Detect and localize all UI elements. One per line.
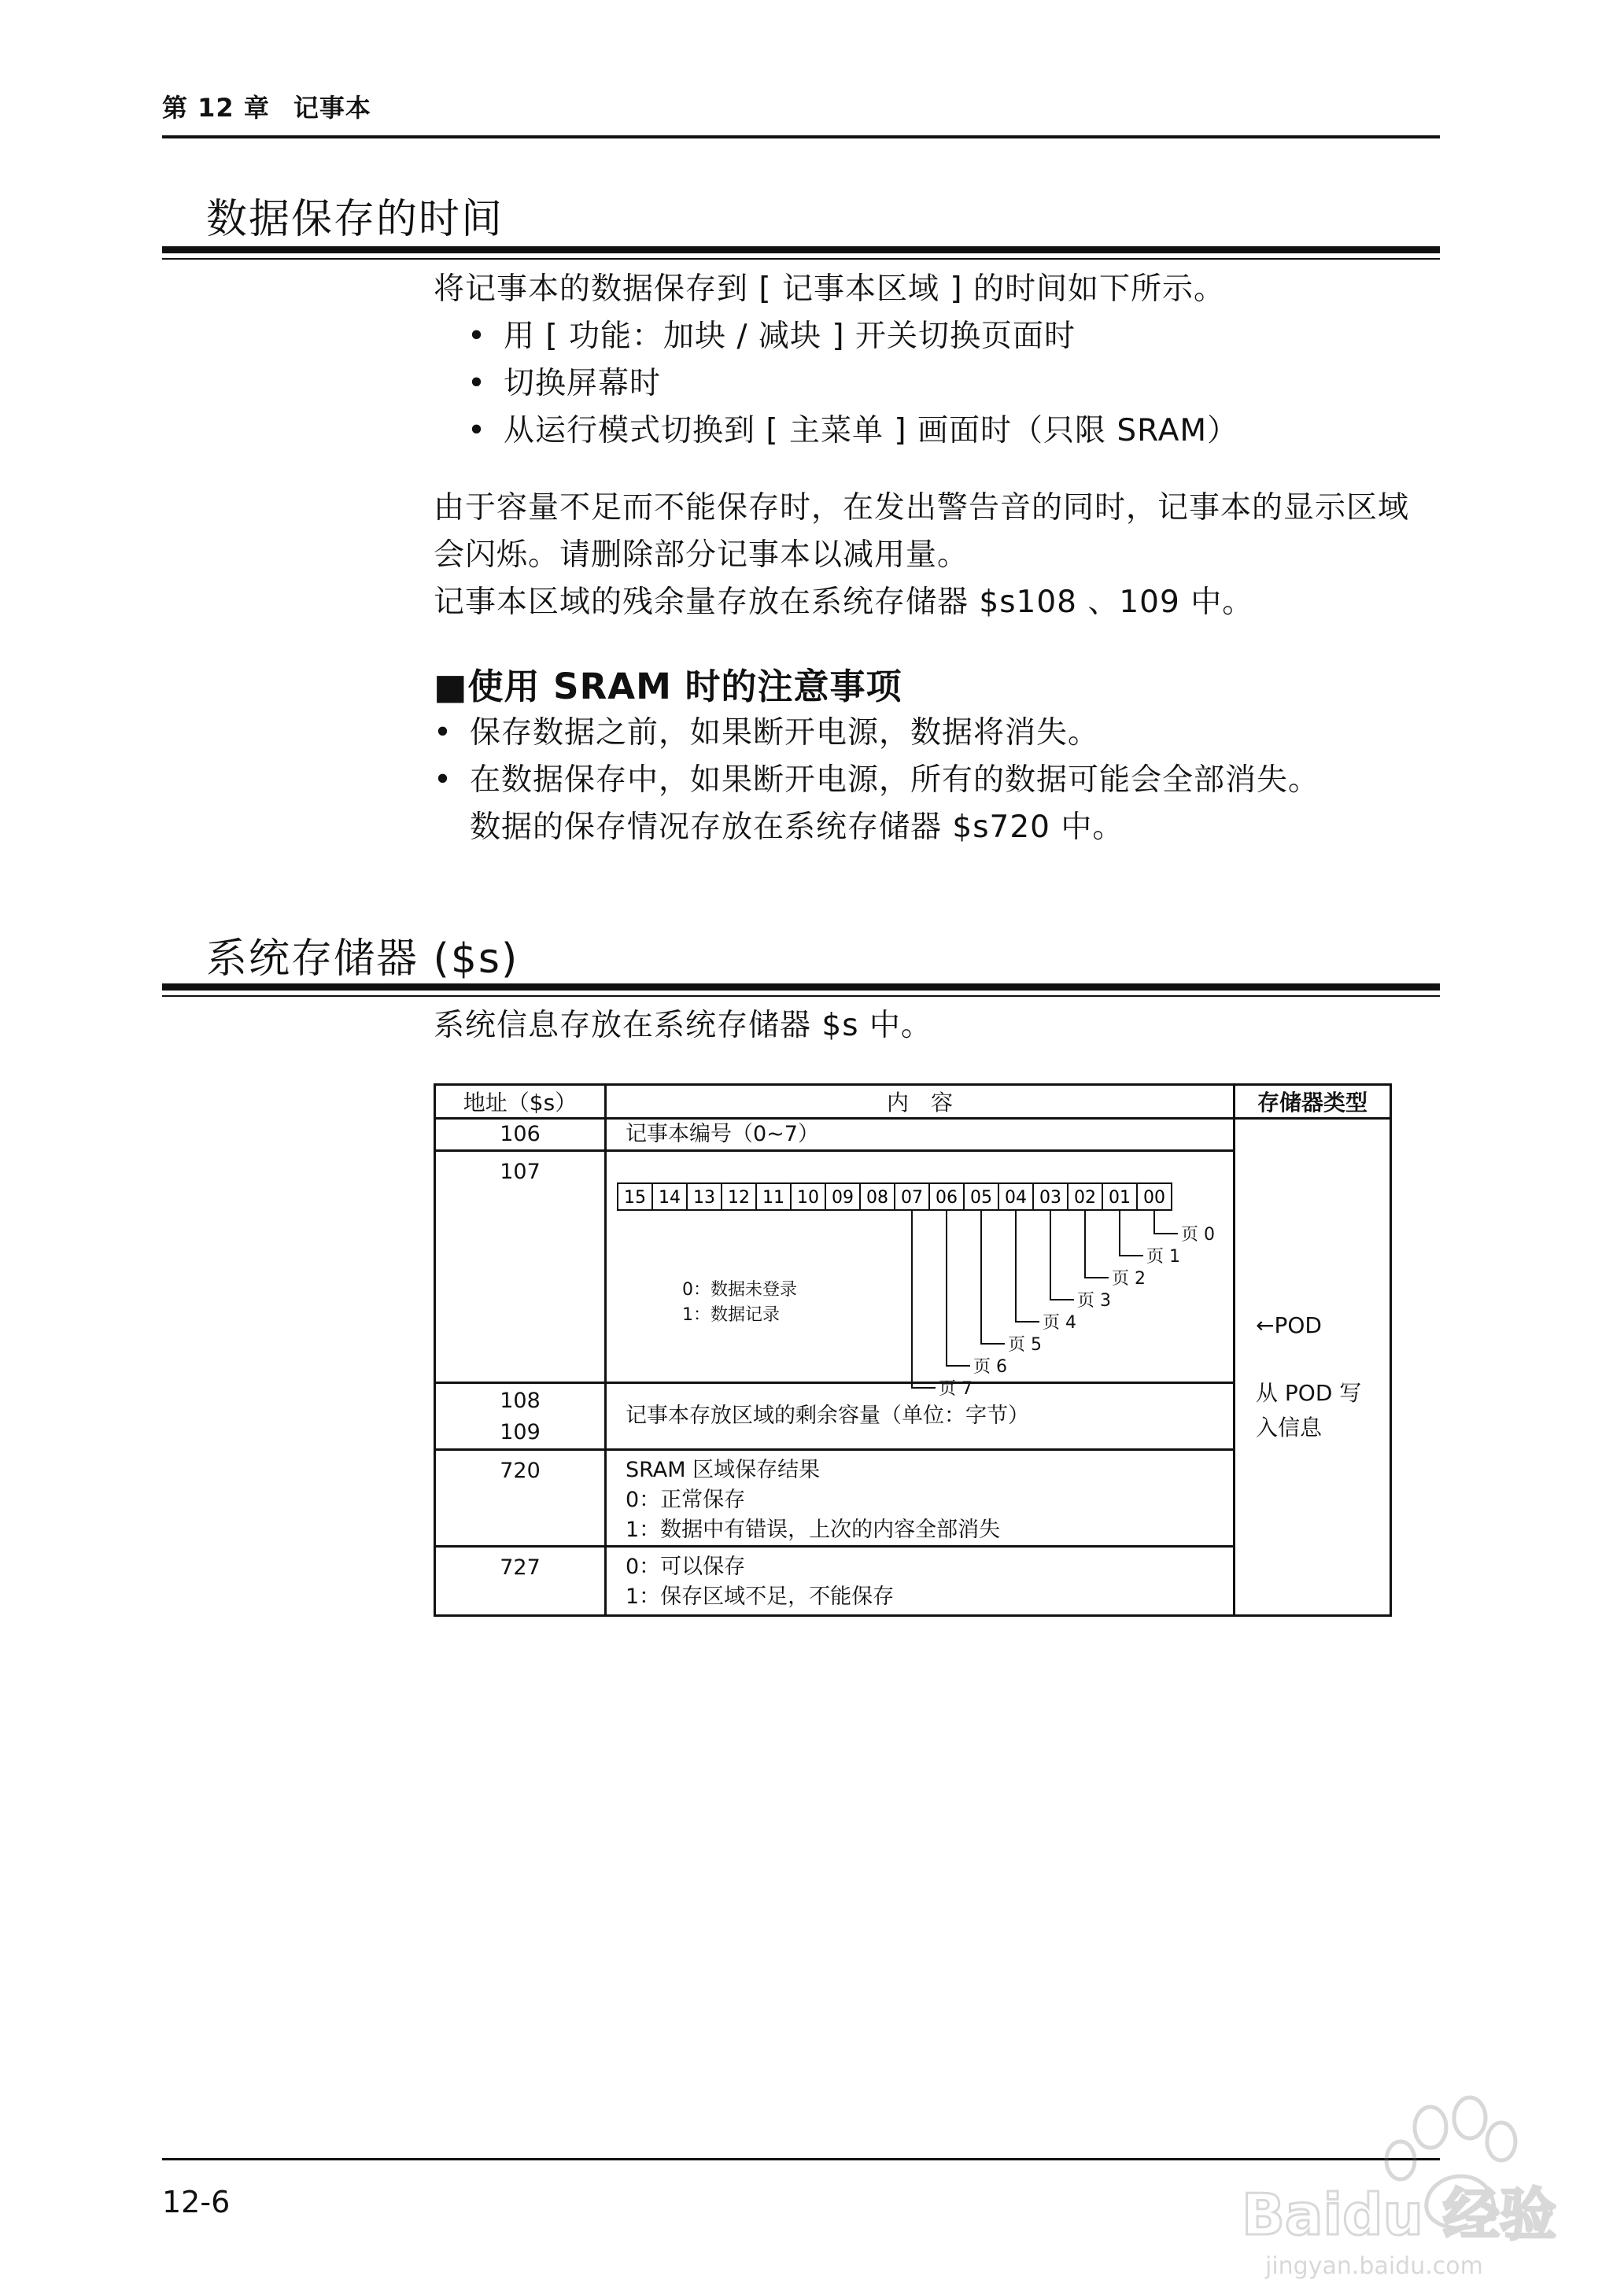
header-address: 地址（$s）	[435, 1085, 606, 1119]
bit-label: 00	[1143, 1188, 1165, 1208]
page-leader-line	[1085, 1210, 1109, 1278]
legend-unregistered: 0：数据未登录	[682, 1280, 797, 1300]
section-bar	[162, 983, 1440, 991]
bit-label: 11	[762, 1188, 784, 1208]
header-type: 存储器类型	[1235, 1085, 1391, 1119]
chapter-number: 第 12 章	[162, 93, 270, 123]
bit-label: 01	[1109, 1188, 1131, 1208]
sram-note-continuation: 数据的保存情况存放在系统存储器 $s720 中。	[470, 810, 1124, 845]
page-leader-line	[1050, 1210, 1074, 1300]
page-leader-line	[981, 1210, 1005, 1344]
bit-label: 09	[832, 1188, 854, 1208]
bit-label: 14	[659, 1188, 681, 1208]
address-720: 720	[435, 1450, 606, 1547]
page-leader-line	[1154, 1210, 1178, 1234]
page-label: 页 4	[1043, 1313, 1076, 1333]
bit-label: 05	[970, 1188, 992, 1208]
system-memory-table	[434, 1083, 1392, 1617]
section-title-save-timing: 数据保存的时间	[206, 196, 504, 243]
chapter-title: 记事本	[293, 93, 371, 123]
system-memory-intro: 系统信息存放在系统存储器 $s 中。	[434, 1008, 932, 1043]
capacity-paragraph-line: 会闪烁。请删除部分记事本以减用量。	[434, 537, 969, 573]
page-lines	[912, 1210, 1178, 1388]
content-720: SRAM 区域保存结果 0：正常保存 1：数据中有错误，上次的内容全部消失	[606, 1450, 1235, 1547]
header-rule	[162, 135, 1440, 138]
legend-recorded: 1：数据记录	[682, 1305, 780, 1325]
page-leader-line	[947, 1210, 970, 1366]
page-leader-line	[912, 1210, 936, 1388]
capacity-paragraph-line: 由于容量不足而不能保存时，在发出警告音的同时，记事本的显示区域	[434, 490, 1410, 526]
address-106: 106	[435, 1119, 606, 1151]
address-107: 107	[435, 1151, 606, 1383]
bit-label: 04	[1005, 1188, 1027, 1208]
page-label: 页 3	[1077, 1291, 1111, 1311]
bit-label: 13	[693, 1188, 715, 1208]
bullet-item: • 从运行模式切换到 [ 主菜单 ] 画面时（只限 SRAM）	[467, 413, 1239, 448]
page-leader-line	[1120, 1210, 1143, 1256]
memory-type-cell	[1235, 1119, 1391, 1616]
content-108: 记事本存放区域的剩余容量（单位：字节）	[606, 1383, 1235, 1450]
capacity-paragraph-line: 记事本区域的残余量存放在系统存储器 $s108 、109 中。	[434, 585, 1254, 620]
bit-label: 12	[728, 1188, 750, 1208]
page-leader-line	[1016, 1210, 1039, 1322]
baidu-watermark	[1234, 2085, 1557, 2282]
content-727: 0：可以保存 1：保存区域不足，不能保存	[606, 1547, 1235, 1616]
bit-label: 10	[797, 1188, 819, 1208]
section-bar	[162, 246, 1440, 253]
bit-label: 08	[866, 1188, 888, 1208]
bit-boxes	[618, 1183, 1172, 1210]
bit-label: 15	[624, 1188, 646, 1208]
page-label: 页 7	[939, 1379, 973, 1399]
content-107-bit-diagram	[606, 1151, 1235, 1399]
page-number: 12-6	[162, 2185, 231, 2219]
bit-label: 06	[936, 1188, 958, 1208]
type-line-pod: ←POD	[1256, 1312, 1322, 1338]
table-row	[435, 1119, 1391, 1151]
sram-note: • 保存数据之前，如果断开电源，数据将消失。	[434, 715, 1100, 751]
bit-diagram	[607, 1152, 1233, 1399]
page-labels	[939, 1225, 1215, 1399]
address-108-109: 108 109	[435, 1383, 606, 1450]
bit-label: 02	[1074, 1188, 1096, 1208]
page-label: 页 1	[1146, 1247, 1180, 1267]
table-header-row	[435, 1085, 1391, 1119]
sram-notes-title: ■使用 SRAM 时的注意事项	[434, 666, 902, 707]
bit-label: 07	[901, 1188, 923, 1208]
address-727: 727	[435, 1547, 606, 1616]
type-line-write: 从 POD 写	[1256, 1380, 1362, 1406]
save-intro: 将记事本的数据保存到 [ 记事本区域 ] 的时间如下所示。	[434, 271, 1226, 307]
header-content: 内 容	[606, 1085, 1235, 1119]
watermark-brand: Baidu 经验	[1242, 2182, 1557, 2248]
bullet-item: • 用 [ 功能：加块 / 减块 ] 开关切换页面时	[467, 319, 1076, 354]
page-label: 页 5	[1008, 1335, 1042, 1355]
page-label: 页 6	[973, 1357, 1007, 1377]
chapter-header	[162, 88, 371, 124]
watermark-url: jingyan.baidu.com	[1265, 2252, 1483, 2280]
sram-note: • 在数据保存中，如果断开电源，所有的数据可能会全部消失。	[434, 762, 1320, 798]
type-line-info: 入信息	[1256, 1415, 1323, 1441]
content-106: 记事本编号（0~7）	[606, 1119, 1235, 1151]
section-bar-thin	[162, 258, 1440, 260]
bit-label: 03	[1039, 1188, 1061, 1208]
section-title-system-memory: 系统存储器 ($s)	[206, 935, 519, 983]
section-bar-thin	[162, 995, 1440, 997]
bullet-item: • 切换屏幕时	[467, 366, 662, 401]
page-label: 页 0	[1181, 1225, 1215, 1245]
paw-logo-icon	[1234, 2085, 1557, 2282]
page-label: 页 2	[1112, 1269, 1146, 1289]
